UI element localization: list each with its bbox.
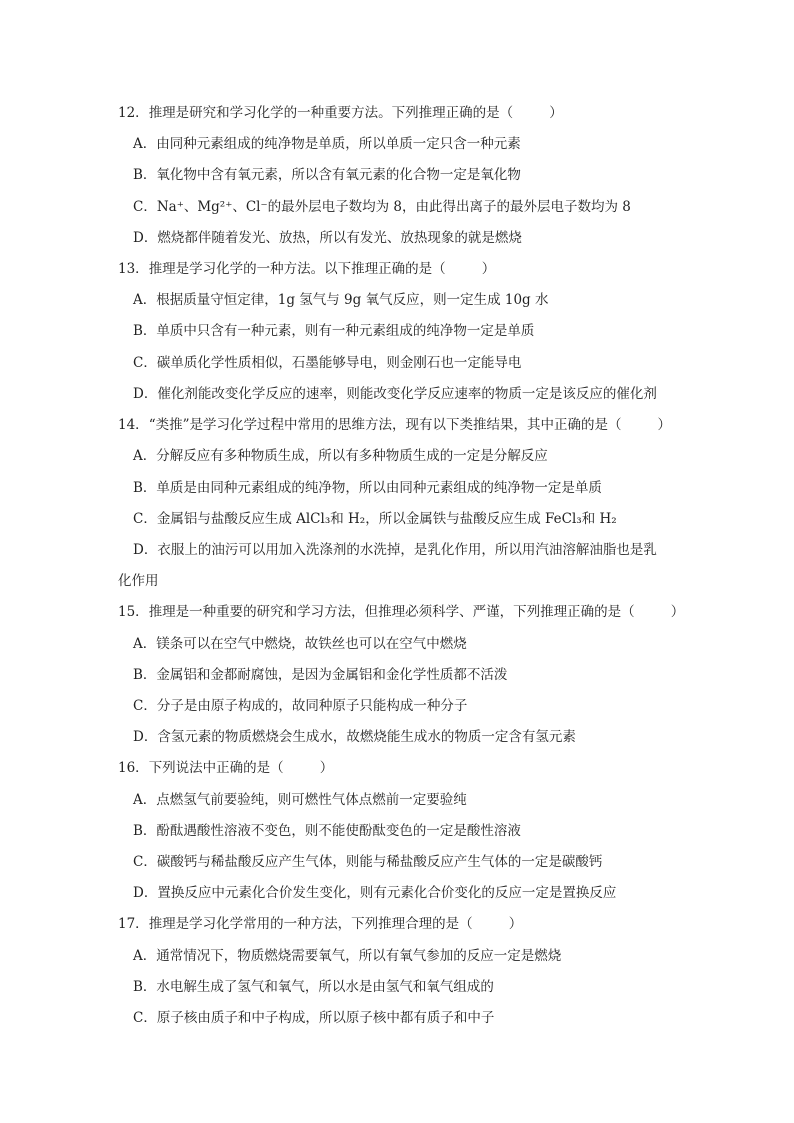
question-12-stem — [118, 103, 563, 123]
question-17-option-b: B．水电解生成了氢气和氧气，所以水是由氢气和氧气组成的 — [133, 979, 494, 995]
question-17-option-c: C．原子核由质子和中子构成，所以原子核中都有质子和中子 — [133, 1010, 495, 1026]
question-12-option-c: C．Na⁺、Mg²⁺、Cl⁻的最外层电子数均为 8，由此得出离子的最外层电子数均为 8 — [133, 199, 631, 215]
question-13-option-a: A．根据质量守恒定律，1g 氢气与 9g 氧气反应，则一定生成 10g 水 — [133, 292, 549, 308]
question-text: 推理是学习化学的一种方法。以下推理正确的是（ — [148, 261, 446, 277]
question-number: 16． — [118, 760, 149, 776]
question-16-option-b: B．酚酞遇酸性溶液不变色，则不能使酚酞变色的一定是酸性溶液 — [133, 823, 521, 839]
question-15-stem — [118, 602, 684, 622]
question-15-option-b: B．金属铝和金都耐腐蚀，是因为金属铝和金化学性质都不活泼 — [133, 667, 508, 683]
question-12-option-d: D．燃烧都伴随着发光、放热，所以有发光、放热现象的就是燃烧 — [133, 230, 522, 246]
question-13-option-c: C．碳单质化学性质相似，石墨能够导电，则金刚石也一定能导电 — [133, 355, 522, 371]
question-15-option-c: C．分子是由原子构成的，故同种原子只能构成一种分子 — [133, 698, 468, 714]
question-14-option-c: C．金属铝与盐酸反应生成 AlCl₃和 H₂，所以金属铁与盐酸反应生成 FeCl₃和 H₂ — [133, 511, 617, 527]
question-number: 13． — [118, 261, 149, 277]
question-text: 下列说法中正确的是（ — [148, 760, 284, 776]
question-15-option-d: D．含氢元素的物质燃烧会生成水，故燃烧能生成水的物质一定含有氢元素 — [133, 729, 576, 745]
question-13-option-b: B．单质中只含有一种元素，则有一种元素组成的纯净物一定是单质 — [133, 323, 535, 339]
question-14-option-b: B．单质是由同种元素组成的纯净物，所以由同种元素组成的纯净物一定是单质 — [133, 480, 602, 496]
question-number: 14． — [118, 417, 149, 433]
question-paren-close: ） — [657, 417, 671, 433]
question-13-option-d: D．催化剂能改变化学反应的速率，则能改变化学反应速率的物质一定是该反应的催化剂 — [133, 386, 657, 402]
question-15-option-a: A．镁条可以在空气中燃烧，故铁丝也可以在空气中燃烧 — [133, 636, 467, 652]
question-number: 12． — [118, 105, 149, 121]
question-text: “类推”是学习化学过程中常用的思维方法，现有以下类推结果，其中正确的是（ — [148, 417, 622, 433]
question-16-option-a: A．点燃氢气前要验纯，则可燃性气体点燃前一定要验纯 — [133, 792, 467, 808]
question-14-stem — [118, 415, 671, 435]
question-13-stem — [118, 259, 495, 279]
question-paren-close: ） — [508, 916, 523, 932]
question-paren-close: ） — [670, 604, 685, 620]
question-14-option-d-continued: 化作用 — [118, 573, 159, 589]
question-paren-close: ） — [481, 261, 496, 277]
question-17-stem — [118, 914, 522, 934]
question-16-option-c: C．碳酸钙与稀盐酸反应产生气体，则能与稀盐酸反应产生气体的一定是碳酸钙 — [133, 854, 603, 870]
question-14-option-d: D．衣服上的油污可以用加入洗涤剂的水洗掉，是乳化作用，所以用汽油溶解油脂也是乳 — [133, 542, 657, 558]
question-text: 推理是一种重要的研究和学习方法，但推理必须科学、严谨，下列推理正确的是（ — [148, 604, 635, 620]
question-16-stem — [118, 758, 333, 778]
question-paren-close: ） — [319, 760, 334, 776]
question-12-option-a: A．由同种元素组成的纯净物是单质，所以单质一定只含一种元素 — [133, 136, 521, 152]
question-14-option-a: A．分解反应有多种物质生成，所以有多种物质生成的一定是分解反应 — [133, 448, 548, 464]
question-number: 15． — [118, 604, 149, 620]
question-number: 17． — [118, 916, 149, 932]
question-16-option-d: D．置换反应中元素化合价发生变化，则有元素化合价变化的反应一定是置换反应 — [133, 885, 617, 901]
question-text: 推理是研究和学习化学的一种重要方法。下列推理正确的是（ — [148, 105, 514, 121]
question-text: 推理是学习化学常用的一种方法，下列推理合理的是（ — [148, 916, 473, 932]
question-paren-close: ） — [549, 105, 563, 121]
question-17-option-a: A．通常情况下，物质燃烧需要氧气，所以有氧气参加的反应一定是燃烧 — [133, 948, 562, 964]
question-12-option-b: B．氧化物中含有氧元素，所以含有氧元素的化合物一定是氧化物 — [133, 167, 521, 183]
